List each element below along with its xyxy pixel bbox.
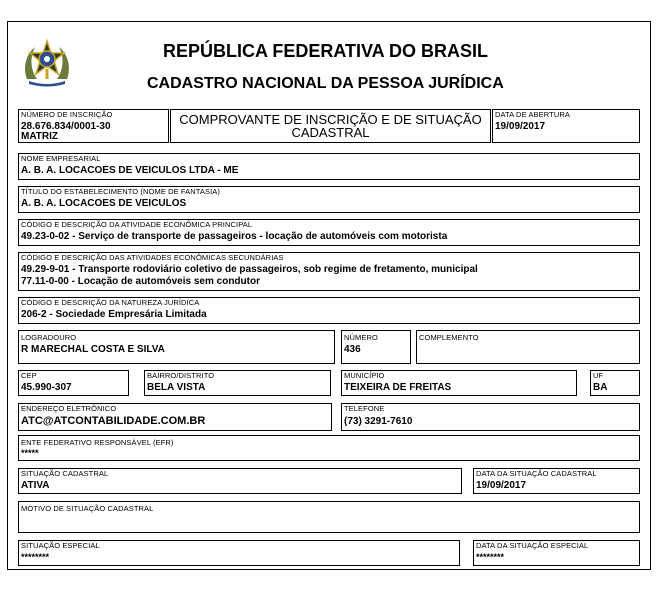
- atividades-secundarias-label: CÓDIGO E DESCRIÇÃO DAS ATIVIDADES ECONÔMICAS SECUNDÁRIAS: [21, 253, 284, 262]
- logradouro-box: [18, 330, 335, 364]
- situacao-especial-label: SITUAÇÃO ESPECIAL: [21, 541, 100, 550]
- situacao-especial-value: ********: [21, 552, 50, 562]
- uf-label: UF: [593, 371, 604, 380]
- logradouro-label: LOGRADOURO: [21, 333, 77, 342]
- titulo-estabelecimento-value: A. B. A. LOCACOES DE VEICULOS: [21, 198, 187, 209]
- telefone-box: [341, 403, 640, 431]
- inscricao-tipo: MATRIZ: [21, 131, 59, 142]
- atividade-secundaria-item: 77.11-0-00 - Locação de automóveis sem condutor: [21, 276, 260, 287]
- natureza-juridica-box: [18, 297, 640, 324]
- situacao-cadastral-box: [18, 468, 462, 494]
- numero-box: [341, 330, 411, 364]
- data-situacao-cadastral-label: DATA DA SITUAÇÃO CADASTRAL: [476, 469, 597, 478]
- municipio-value: TEIXEIRA DE FREITAS: [344, 382, 452, 393]
- situacao-especial-box: [18, 540, 460, 566]
- numero-value: 436: [344, 344, 361, 355]
- atividade-principal-box: [18, 219, 640, 246]
- cep-value: 45.990-307: [21, 382, 72, 393]
- efr-label: ENTE FEDERATIVO RESPONSÁVEL (EFR): [21, 438, 174, 447]
- registry-title: CADASTRO NACIONAL DA PESSOA JURÍDICA: [147, 75, 504, 92]
- data-situacao-especial-value: ********: [476, 552, 505, 562]
- atividade-principal-label: CÓDIGO E DESCRIÇÃO DA ATIVIDADE ECONÔMICA PRINCIPAL: [21, 220, 253, 229]
- municipio-box: [341, 370, 577, 396]
- situacao-cadastral-label: SITUAÇÃO CADASTRAL: [21, 469, 109, 478]
- data-situacao-cadastral-value: 19/09/2017: [476, 480, 527, 491]
- bairro-box: [144, 370, 331, 396]
- email-box: [18, 403, 332, 431]
- country-title: REPÚBLICA FEDERATIVA DO BRASIL: [163, 41, 489, 61]
- efr-value: *****: [21, 448, 39, 458]
- data-situacao-cadastral-box: [473, 468, 640, 494]
- bairro-label: BAIRRO/DISTRITO: [147, 371, 215, 380]
- atividade-secundaria-item: 49.29-9-01 - Transporte rodoviário coletivo de passageiros, sob regime de fretamento, municipal: [21, 264, 478, 275]
- document-title: COMPROVANTE DE INSCRIÇÃO E DE SITUAÇÃO CADASTRAL: [179, 112, 482, 140]
- inscricao-label: NÚMERO DE INSCRIÇÃO: [21, 110, 113, 119]
- complemento-label: COMPLEMENTO: [419, 333, 479, 342]
- natureza-juridica-label: CÓDIGO E DESCRIÇÃO DA NATUREZA JURÍDICA: [21, 298, 200, 307]
- complemento-box: [416, 330, 640, 364]
- email-value: ATC@ATCONTABILIDADE.COM.BR: [21, 415, 206, 427]
- titulo-estabelecimento-label: TÍTULO DO ESTABELECIMENTO (NOME DE FANTASIA): [21, 187, 221, 196]
- atividades-secundarias-box: [18, 252, 640, 291]
- brazil-coat-of-arms-icon: [21, 39, 73, 87]
- telefone-value: (73) 3291-7610: [344, 416, 413, 427]
- uf-value: BA: [593, 382, 608, 393]
- cep-box: [18, 370, 129, 396]
- nome-empresarial-label: NOME EMPRESARIAL: [21, 154, 101, 163]
- abertura-box: [492, 109, 640, 143]
- abertura-value: 19/09/2017: [495, 121, 546, 132]
- titulo-estabelecimento-box: [18, 186, 640, 213]
- email-label: ENDEREÇO ELETRÔNICO: [21, 404, 117, 413]
- nome-empresarial-value: A. B. A. LOCACOES DE VEICULOS LTDA - ME: [21, 165, 239, 176]
- data-situacao-especial-box: [473, 540, 640, 566]
- motivo-situacao-label: MOTIVO DE SITUAÇÃO CADASTRAL: [21, 504, 154, 513]
- cep-label: CEP: [21, 371, 37, 380]
- natureza-juridica-value: 206-2 - Sociedade Empresária Limitada: [21, 309, 207, 320]
- motivo-situacao-box: [18, 501, 640, 533]
- bairro-value: BELA VISTA: [147, 382, 206, 393]
- inscricao-box: [18, 109, 169, 143]
- document-title-box: [170, 109, 491, 143]
- abertura-label: DATA DE ABERTURA: [495, 110, 570, 119]
- situacao-cadastral-value: ATIVA: [21, 480, 50, 491]
- municipio-label: MUNICÍPIO: [344, 371, 385, 380]
- nome-empresarial-box: [18, 153, 640, 180]
- inscricao-value: 28.676.834/0001-30: [21, 121, 111, 132]
- efr-box: [18, 435, 640, 461]
- telefone-label: TELEFONE: [344, 404, 385, 413]
- logradouro-value: R MARECHAL COSTA E SILVA: [21, 344, 165, 355]
- numero-label: NÚMERO: [344, 333, 378, 342]
- atividade-principal-value: 49.23-0-02 - Serviço de transporte de passageiros - locação de automóveis com motorista: [21, 231, 448, 242]
- uf-box: [590, 370, 640, 396]
- data-situacao-especial-label: DATA DA SITUAÇÃO ESPECIAL: [476, 541, 589, 550]
